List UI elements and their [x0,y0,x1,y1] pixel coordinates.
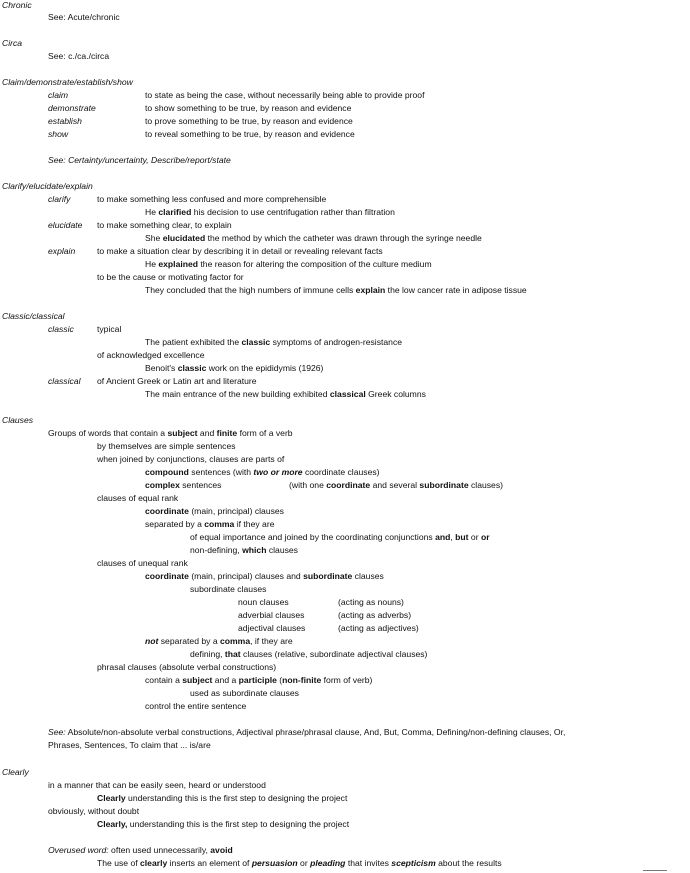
clauses-unequal-rank: clauses of unequal rank [97,558,188,568]
clauses-coordinate: coordinate (main, principal) clauses [145,506,284,516]
clauses-control: control the entire sentence [145,701,247,711]
entry-heading-chronic: Chronic [2,0,32,10]
see-also-circa: See: c./ca./circa [48,51,110,61]
page-edge-mark [643,870,667,871]
definition-show: to reveal something to be true, by reason and evidence [145,129,355,139]
clauses-separated: separated by a comma if they are [145,519,275,529]
entry-heading-circa: Circa [2,38,23,48]
see-also-claim: See: Certainty/uncertainty, Describe/report/state [48,155,231,165]
see-also-clauses-cont: Phrases, Sentences, To claim that ... is/are [48,740,211,750]
entry-heading-claim: Claim/demonstrate/establish/show [2,77,133,87]
clauses-intro: Groups of words that contain a subject and finite form of a verb [48,428,293,438]
clauses-complex-detail: (with one coordinate and several subordinate clauses) [289,480,503,490]
example-elucidate: She elucidated the method by which the catheter was drawn through the syringe needle [145,233,482,243]
clauses-coordinate-subordinate: coordinate (main, principal) clauses and subordinate clauses [145,571,384,581]
example-classical: The main entrance of the new building exhibited classical Greek columns [145,389,426,399]
clauses-simple: by themselves are simple sentences [97,441,236,451]
definition-claim: to state as being the case, without necessarily being able to provide proof [145,90,425,100]
definition-clarify: to make something less confused and more comprehensible [97,194,327,204]
clauses-not-separated: not separated by a comma, if they are [145,636,293,646]
term-demonstrate: demonstrate [48,103,96,113]
clause-type-role: (acting as adverbs) [338,610,412,620]
example-clearly-2: Clearly, understanding this is the first step to designing the project [97,819,350,829]
definition-clearly-1: in a manner that can be easily seen, heard or understood [48,780,266,790]
entry-heading-clearly: Clearly [2,767,29,777]
term-classical: classical [48,376,81,386]
definition-classic-1: typical [97,324,122,334]
term-clarify: clarify [48,194,71,204]
example-classic-1: The patient exhibited the classic symptoms of androgen-resistance [145,337,403,347]
definition-explain-2: to be the cause or motivating factor for [97,272,244,282]
definition-classic-2: of acknowledged excellence [97,350,205,360]
example-classic-2: Benoit's classic work on the epididymis (1926) [145,363,324,373]
clause-type-name: adverbial clauses [238,610,305,620]
term-explain: explain [48,246,76,256]
clauses-compound: compound sentences (with two or more coordinate clauses) [145,467,380,477]
example-explain-1: He explained the reason for altering the composition of the culture medium [145,259,432,269]
usage-note-clearly: The use of clearly inserts an element of persuasion or pleading that invites scepticism about the results [97,858,502,868]
clauses-subordinate: subordinate clauses [190,584,267,594]
clauses-complex: complex sentences [145,480,222,490]
definition-establish: to prove something to be true, by reason and evidence [145,116,353,126]
term-show: show [48,129,69,139]
clause-type-name: adjectival clauses [238,623,306,633]
clauses-defining: defining, that clauses (relative, subordinate adjectival clauses) [190,649,428,659]
clauses-equal-importance: of equal importance and joined by the coordinating conjunctions and, but or or [190,532,490,542]
definition-demonstrate: to show something to be true, by reason and evidence [145,103,352,113]
clauses-equal-rank: clauses of equal rank [97,493,179,503]
clauses-used-as: used as subordinate clauses [190,688,299,698]
example-explain-2: They concluded that the high numbers of immune cells explain the low cancer rate in adipose tissue [145,285,527,295]
example-clarify: He clarified his decision to use centrifugation rather than filtration [145,207,395,217]
clauses-conjunctions: when joined by conjunctions, clauses are parts of [97,454,285,464]
term-establish: establish [48,116,82,126]
clause-type-role: (acting as adjectives) [338,623,419,633]
clause-type-role: (acting as nouns) [338,597,404,607]
definition-elucidate: to make something clear, to explain [97,220,232,230]
see-also-chronic: See: Acute/chronic [48,12,120,22]
term-claim: claim [48,90,69,100]
definition-explain-1: to make a situation clear by describing it in detail or revealing relevant facts [97,246,383,256]
term-classic: classic [48,324,74,334]
clauses-non-defining: non-defining, which clauses [190,545,298,555]
entry-heading-clarify: Clarify/elucidate/explain [2,181,93,191]
entry-heading-clauses: Clauses [2,415,34,425]
definition-clearly-2: obviously, without doubt [48,806,140,816]
clauses-phrasal: phrasal clauses (absolute verbal constructions) [97,662,277,672]
overused-note: Overused word: often used unnecessarily, avoid [48,845,233,855]
example-clearly-1: Clearly understanding this is the first step to designing the project [97,793,348,803]
entry-heading-classic: Classic/classical [2,311,65,321]
clauses-contain: contain a subject and a participle (non-finite form of verb) [145,675,373,685]
see-also-clauses: See: Absolute/non-absolute verbal constructions, Adjectival phrase/phrasal clause, And, But, Comma, Defining/non-defining clauses, Or, [48,727,566,737]
definition-classical: of Ancient Greek or Latin art and literature [97,376,257,386]
clause-type-name: noun clauses [238,597,289,607]
term-elucidate: elucidate [48,220,83,230]
